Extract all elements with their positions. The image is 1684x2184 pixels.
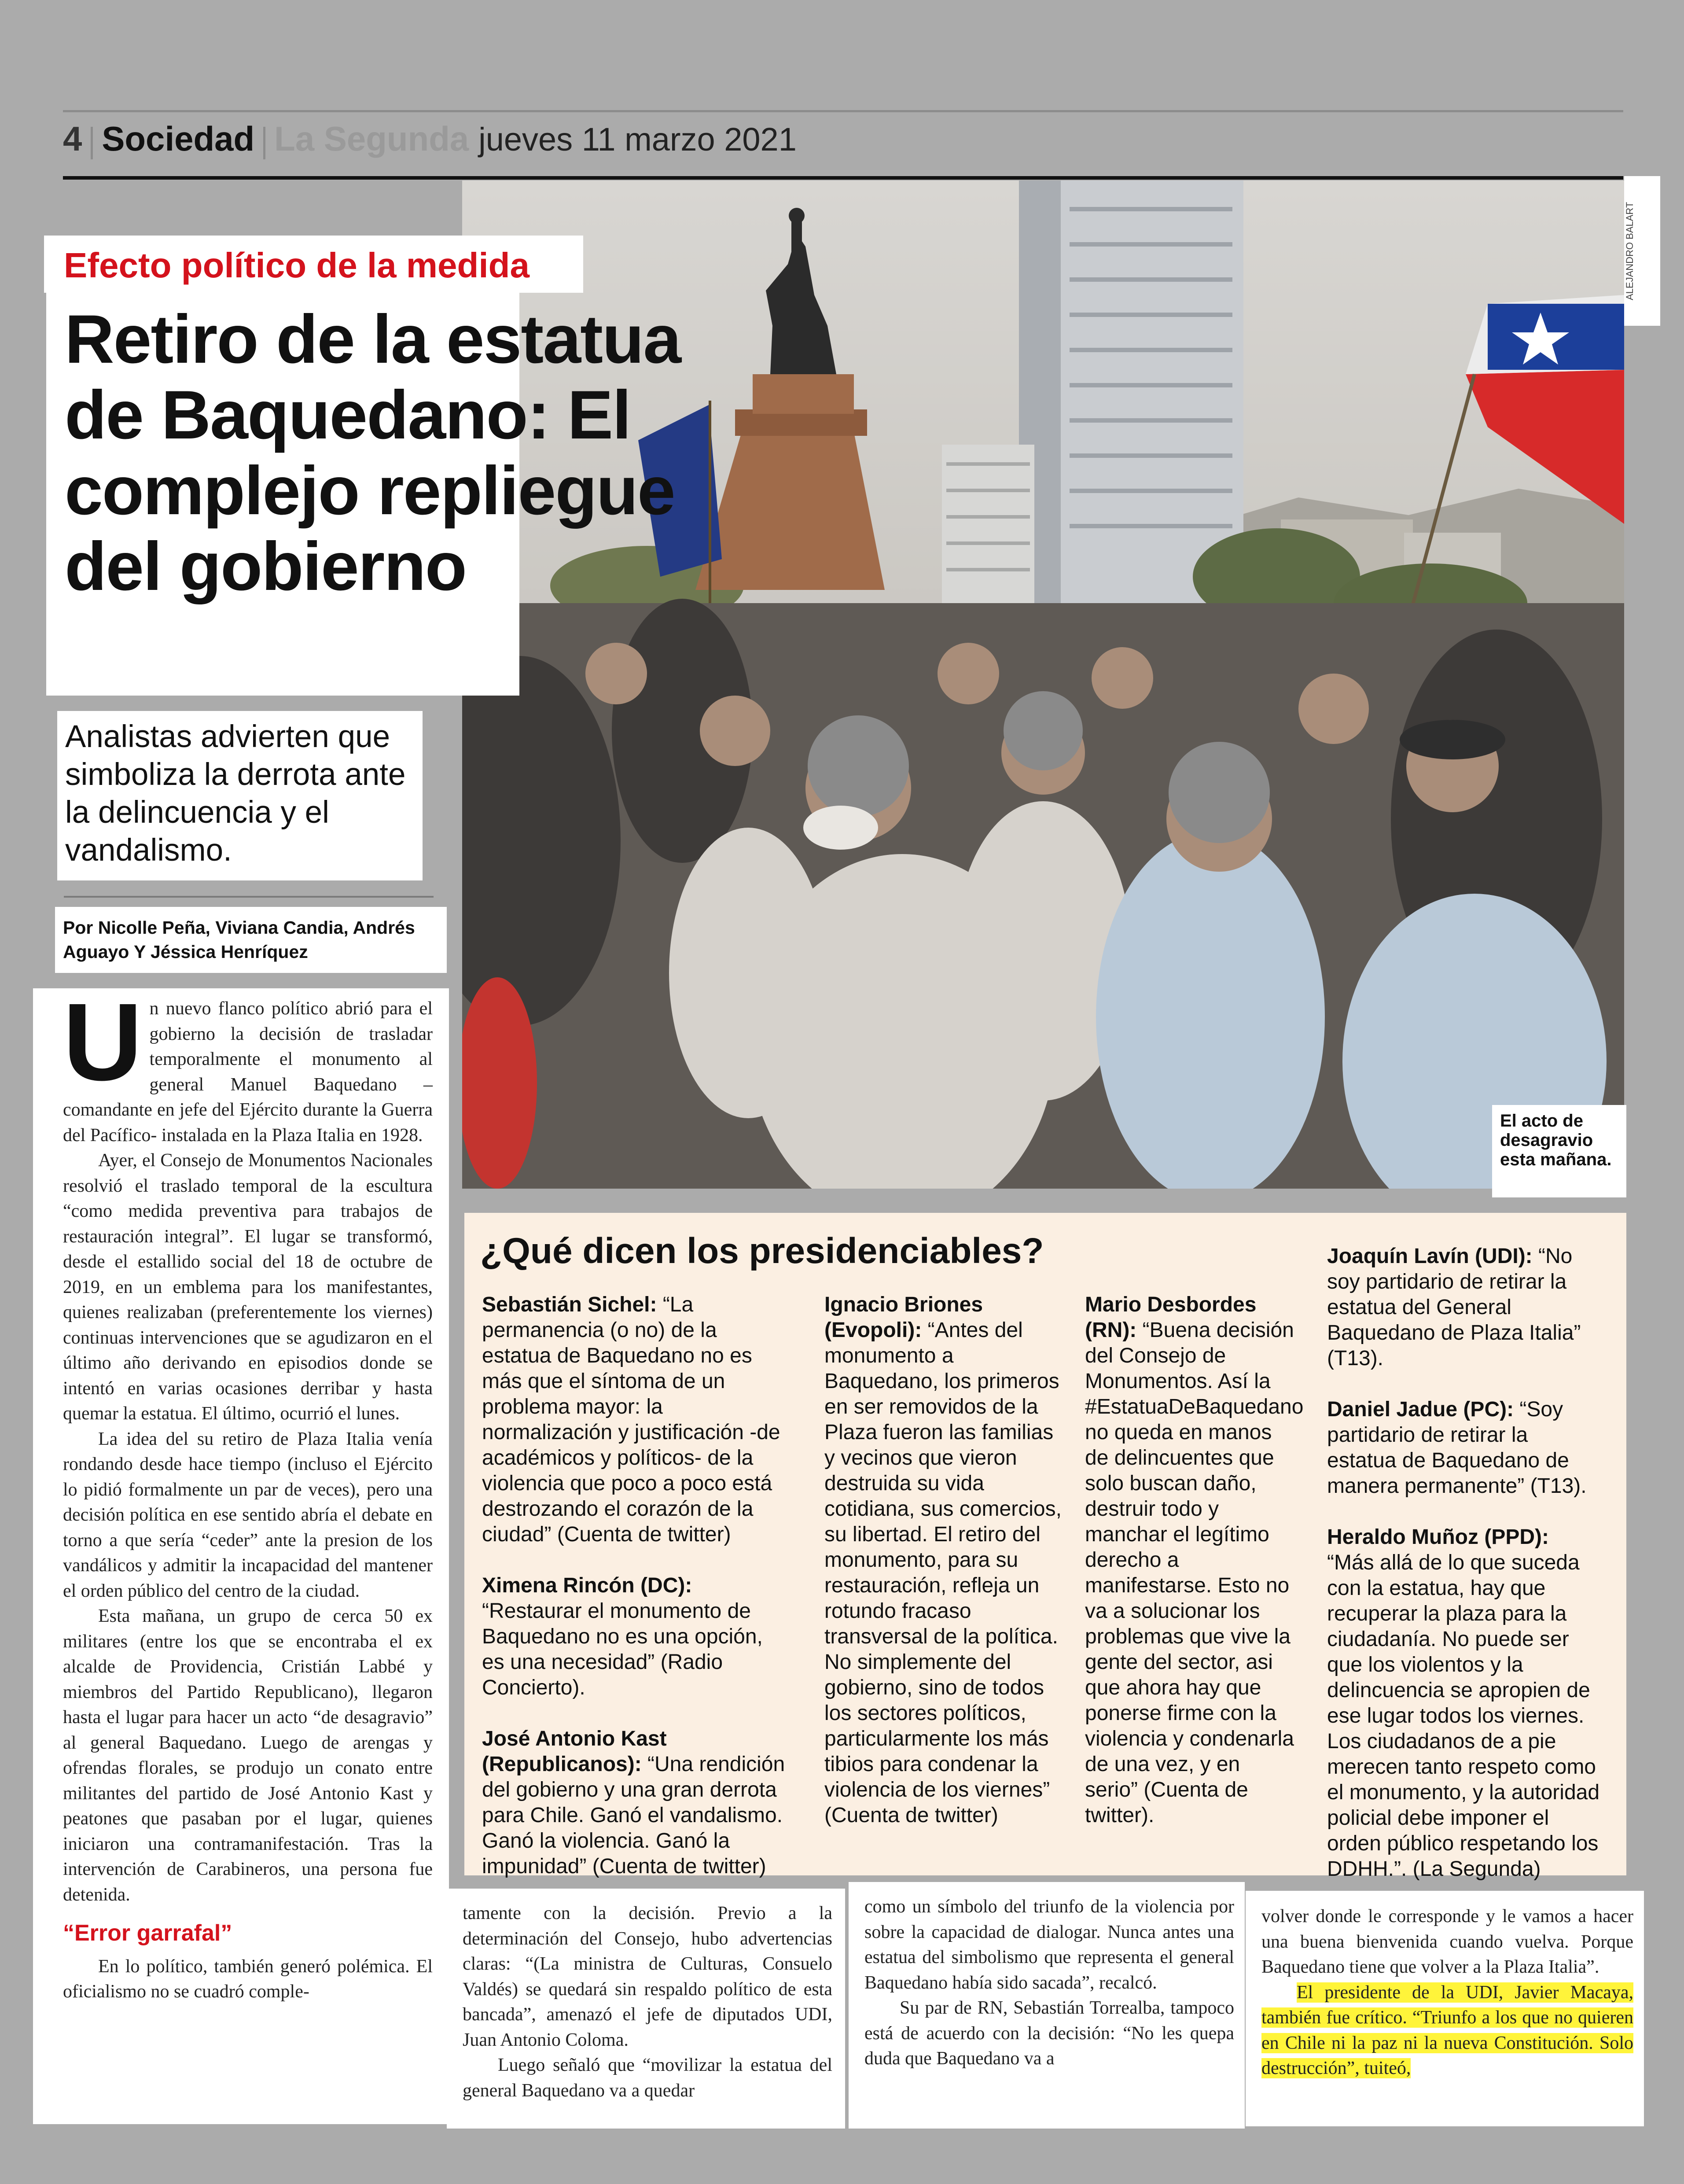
byline-box	[55, 907, 447, 973]
byline-rule	[64, 896, 434, 898]
page-number: 4	[63, 119, 82, 158]
candidate-name: Daniel Jadue (PC):	[1327, 1398, 1514, 1421]
article-paragraph: Ayer, el Consejo de Monumentos Nacionales resolvió el traslado temporal de la escultura “como medida preventiva para trabajos de restauración integral”. El lugar se transformó, desde el estallido social del 18 de octubre de 2019, en un emblema para los manifestantes, quienes realizaban (preferentemente los viernes) continuas intervenciones que se agudizaron en el último año derivando en episodios donde se intentó en varias ocasiones derribar y hasta quemar la estatua. El último, ocurrió el lunes.	[63, 1150, 433, 1424]
section-name: Sociedad	[102, 119, 255, 158]
article-paragraph	[63, 980, 433, 1148]
candidate-quote	[482, 1726, 786, 1879]
headline: Retiro de la estatua de Baquedano: El complejo repliegue del gobierno	[65, 301, 681, 605]
article-column	[33, 980, 449, 2124]
deck: Analistas advierten que simboliza la derrota ante la delincuencia y el vandalismo.	[65, 719, 406, 868]
article-paragraph: tamente con la decisión. Previo a la determinación del Consejo, hubo advertencias claras: “(La ministra de Culturas, Consuelo Valdés) se quedará sin respaldo político de esta bancada”, amenazó el jefe de diputados UDI, Juan Antonio Coloma.	[463, 1903, 832, 2050]
article-paragraph: Su par de RN, Sebastián Torrealba, tampoco está de acuerdo con la decisión: “No les quepa duda que Baquedano va a	[864, 1998, 1234, 2069]
quotes-column	[1327, 1244, 1600, 1908]
issue-date: jueves 11 marzo 2021	[478, 121, 797, 158]
deck-box	[57, 711, 423, 880]
article-subhead: “Error garrafal”	[63, 1920, 232, 1946]
candidate-quote	[482, 1573, 786, 1701]
quotes-title: ¿Qué dicen los presidenciables?	[480, 1231, 1044, 1271]
candidate-quote-text: “Buena decisión del Consejo de Monumentos. Así la #EstatuaDeBaquedano no queda en manos de delincuentes que solo buscan daño, destruir todo y manchar el legítimo derecho a manifestarse. Esto no va a solucionar los problemas que vive la gente del sector, asi que ahora hay que ponerse firme con la violencia y condenarla de una vez, y en serio” (Cuenta de twitter).	[1085, 1319, 1304, 1827]
candidate-quote-text: “No soy partidario de retirar la estatua del General Baquedano de Plaza Italia” (T13).	[1327, 1245, 1581, 1370]
article-paragraph	[1261, 1980, 1633, 2081]
candidate-quote-text: “Más allá de lo que suceda con la estatua, hay que recuperar la plaza para la ciudadanía. No puede ser que los violentos y la delincuencia se apropien de ese lugar todos los viernes. Los ciudadanos de a pie merecen tanto respeto como el monumento, y la autoridad policial debe imponer el orden público respetando los DDHH.”. (La Segunda)	[1327, 1551, 1600, 1881]
article-body	[63, 980, 433, 2005]
header-divider	[263, 127, 265, 159]
candidate-quote-text: “Soy partidario de retirar la estatua de Baquedano de manera permanente” (T13).	[1327, 1398, 1587, 1498]
photo-credit-box	[1624, 176, 1660, 326]
candidate-name: José Antonio Kast (Republicanos):	[482, 1727, 667, 1776]
photo-caption: El acto de desagravio esta mañana.	[1500, 1111, 1612, 1169]
article-column	[447, 1889, 845, 2129]
candidate-name: Joaquín Lavín (UDI):	[1327, 1245, 1533, 1268]
headline-box	[46, 288, 681, 696]
candidate-quote-text: “Restaurar el monumento de Baquedano no es una opción, es una necesidad” (Radio Concierto).	[482, 1599, 763, 1699]
quotes-column	[482, 1292, 786, 1905]
article-column	[1246, 1891, 1644, 2126]
byline: Por Nicolle Peña, Viviana Candia, Andrés Aguayo Y Jéssica Henríquez	[63, 917, 415, 962]
candidates-quotes-box	[464, 1213, 1626, 1881]
candidate-quote-text: “La permanencia (o no) de la estatua de Baquedano no es más que el síntoma de un problema mayor: la normalización y justificación -de académicos y políticos- de la violencia que poco a poco está destrozando el corazón de la ciudad” (Cuenta de twitter)	[482, 1293, 780, 1546]
candidate-quote	[1327, 1525, 1600, 1882]
photo-credit: ALEJANDRO BALART	[1624, 202, 1635, 300]
article-body	[1261, 1904, 1633, 2081]
header-bottom-rule	[63, 176, 1623, 180]
candidate-name: Heraldo Muñoz (PPD):	[1327, 1525, 1549, 1549]
article-column	[849, 1882, 1245, 2129]
quotes-column	[824, 1292, 1062, 1854]
article-paragraph: La idea del su retiro de Plaza Italia venía rondando desde hace tiempo (incluso el Ejército lo pidió formalmente un par de veces), pero una decisión política en ese sentido abría el debate en torno a que sería “ceder” ante la presion de los vandálicos y admitir la incapacidad del mantener el orden público del centro de la ciudad.	[63, 1429, 433, 1601]
article-paragraph-text: n nuevo flanco político abrió para el gobierno la decisión de trasladar temporalmente el monumento al general Manuel Baquedano –comandante en jefe del Ejército durante la Guerra del Pacífico- instalada en la Plaza Italia en 1928.	[63, 998, 433, 1145]
candidate-quote	[1327, 1397, 1600, 1499]
candidate-quote	[482, 1292, 786, 1547]
header-divider	[91, 127, 93, 159]
header-top-rule	[63, 110, 1623, 112]
kicker-box	[44, 236, 583, 293]
caption-box	[1492, 1105, 1626, 1197]
quotes-column	[1085, 1292, 1304, 1854]
article-body	[463, 1901, 832, 2103]
article-paragraph: Luego señaló que “movilizar la estatua del general Baquedano va a quedar	[463, 2055, 832, 2101]
article-paragraph: como un símbolo del triunfo de la violencia por sobre la capacidad de dialogar. Nunca antes una estatua del simbolismo que representa el general Baquedano había sido sacada”, recalcó.	[864, 1897, 1234, 1993]
candidate-quote	[1327, 1244, 1600, 1371]
candidate-quote-text: “Antes del monumento a Baquedano, los primeros en ser removidos de la Plaza fueron las familias y vecinos que vieron destruida su vida cotidiana, sus comercios, su libertad. El retiro del monumento, para su restauración, refleja un rotundo fracaso transversal de la política. No simplemente del gobierno, sino de todos los sectores políticos, particularmente los más tibios para condenar la violencia de los viernes” (Cuenta de twitter)	[824, 1319, 1062, 1827]
highlighted-text: El presidente de la UDI, Javier Macaya, también fue crítico. “Triunfo a los que no quieren en Chile ni la paz ni la nueva Constitución. Solo destrucción”, tuiteó,	[1261, 1982, 1633, 2078]
newspaper-name: La Segunda	[274, 119, 469, 158]
candidate-name: Mario Desbordes (RN):	[1085, 1293, 1257, 1342]
candidate-name: Ignacio Briones (Evopoli):	[824, 1293, 983, 1342]
article-paragraph: En lo político, también generó polémica. El oficialismo no se cuadró comple-	[63, 1956, 433, 2002]
header-row	[63, 119, 797, 167]
article-body	[864, 1894, 1234, 2072]
article-paragraph: volver donde le corresponde y le vamos a hacer una buena bienvenida cuando vuelva. Porque Baquedano tiene que volver a la Plaza Italia”.	[1261, 1906, 1633, 1977]
page-header	[63, 110, 1623, 180]
candidate-name: Sebastián Sichel:	[482, 1293, 657, 1316]
candidate-quote	[1085, 1292, 1304, 1828]
candidate-quote-text: “Una rendición del gobierno y una gran derrota para Chile. Ganó el vandalismo. Ganó la violencia. Ganó la impunidad” (Cuenta de twitter)	[482, 1753, 785, 1878]
drop-cap: U	[63, 980, 143, 1103]
kicker: Efecto político de la medida	[64, 246, 529, 285]
candidate-quote	[824, 1292, 1062, 1828]
article-paragraph: Esta mañana, un grupo de cerca 50 ex militares (entre los que se encontraba el ex alcalde de Providencia, Cristián Labbé y miembros del Partido Republicano), llegaron hasta el lugar para hacer un acto “de desagravio” al general Baquedano. Luego de arengas y ofrendas florales, se produjo un conato entre militantes del partido de José Antonio Kast y peatones que pasaban por el lugar, quienes iniciaron una contramanifestación. Tras la intervención de Carabineros, una persona fue detenida.	[63, 1606, 433, 1905]
candidate-name: Ximena Rincón (DC):	[482, 1574, 692, 1597]
